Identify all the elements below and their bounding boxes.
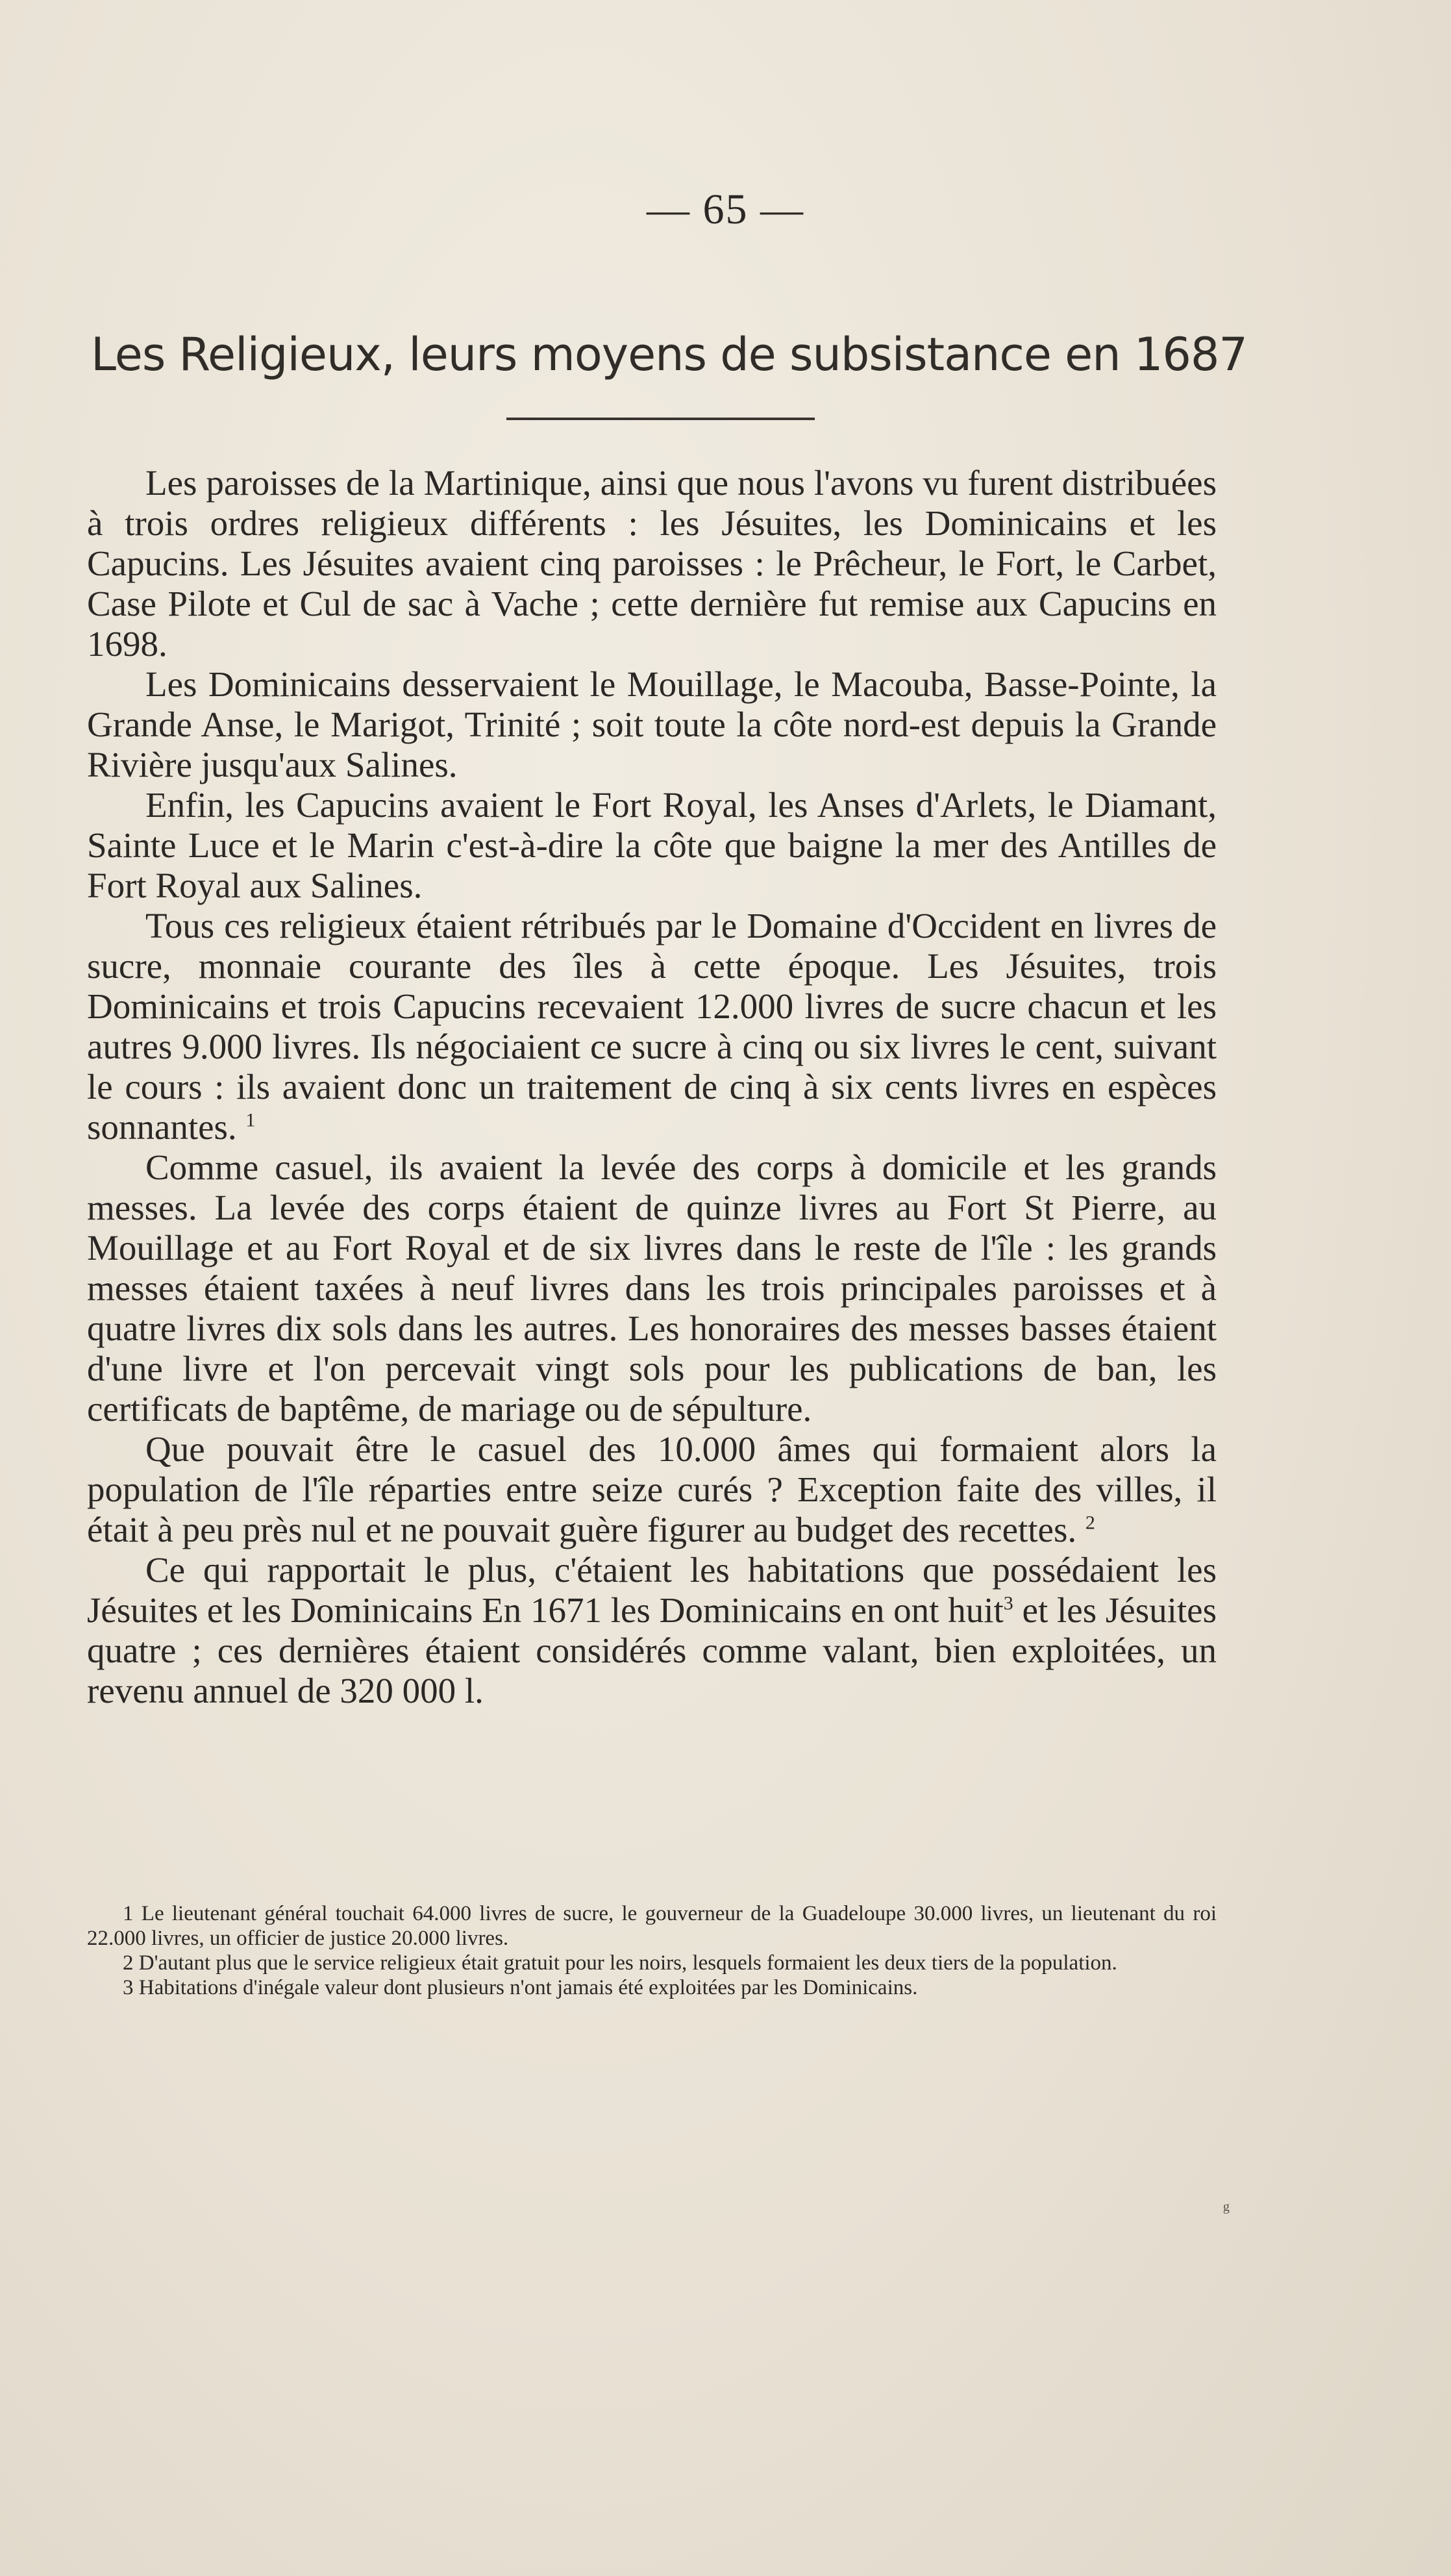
margin-mark: ᵍ <box>1223 2198 1230 2222</box>
paragraph-habitations <box>87 1550 1217 1711</box>
paragraph-casuel: Comme casuel, ils avaient la levée des corps à domicile et les grands messes. La levée des corps étaient de quinze livres au Fort St Pierre, au Mouillage et au Fort Royal et de six livres dans le reste de l'île : les grands messes étaient taxées à neuf livres dans les trois principales paroisses et à quatre livres dix sols dans les autres. Les honoraires des messes basses étaient d'une livre et l'on percevait vingt sols pour les publications de ban, les certificats de baptême, de mariage ou de sépulture. <box>87 1147 1217 1429</box>
chapter-title: Les Religieux, leurs moyens de subsistance en 1687 <box>91 328 1247 381</box>
footnote-1: 1 Le lieutenant général touchait 64.000 livres de sucre, le gouverneur de la Guadeloupe 30.000 livres, un lieutenant du roi 22.000 livres, un officier de justice 20.000 livres. <box>87 1902 1217 1950</box>
page-number: — 65 — <box>647 186 804 233</box>
footnotes <box>87 1901 1217 2000</box>
footnote-2: 2 D'autant plus que le service religieux était gratuit pour les noirs, lesquels formaient les deux tiers de la population. <box>123 1951 1117 1975</box>
body-text <box>87 463 1217 1711</box>
note-ref-2: 2 <box>1085 1512 1095 1534</box>
paragraph-population-text: Que pouvait être le casuel des 10.000 âmes qui formaient alors la population de l'île réparties entre seize curés ? Exception faite des villes, il était à peu près nul et ne pouvait guère figurer au budget des recettes. <box>87 1429 1217 1549</box>
paragraph-retribution-text: Tous ces religieux étaient rétribués par le Domaine d'Occident en livres de sucre, monnaie courante des îles à cette époque. Les Jésuites, trois Dominicains et trois Capucins recevaient 12.000 livres de sucre chacun et les autres 9.000 livres. Ils négociaient ce sucre à cinq ou six livres le cent, suivant le cours : ils avaient donc un traitement de cinq à six cents livres en espèces sonnantes. <box>87 906 1217 1147</box>
paragraph-retribution <box>87 906 1217 1147</box>
paragraph-population <box>87 1429 1217 1550</box>
note-ref-3: 3 <box>1003 1592 1013 1614</box>
paragraph-habitations-text-a: Ce qui rapportait le plus, c'étaient les habitations que possédaient les Jésuites et les Dominicains En 1671 les Dominicains en ont huit <box>87 1550 1217 1630</box>
paragraph-habitations-text-b: et les Jésuites quatre ; ces dernières étaient considérés comme valant, bien exploitées, un revenu annuel de 320 000 l. <box>87 1590 1217 1710</box>
paragraph-parishes: Les paroisses de la Martinique, ainsi que nous l'avons vu furent distribuées à trois ordres religieux différents : les Jésuites, les Dominicains et les Capucins. Les Jésuites avaient cinq paroisses : le Prêcheur, le Fort, le Carbet, Case Pilote et Cul de sac à Vache ; cette dernière fut remise aux Capucins en 1698. <box>87 463 1217 664</box>
paragraph-capucins: Enfin, les Capucins avaient le Fort Royal, les Anses d'Arlets, le Diamant, Sainte Luce et le Marin c'est-à-dire la côte que baigne la mer des Antilles de Fort Royal aux Salines. <box>87 785 1217 905</box>
footnote-3: 3 Habitations d'inégale valeur dont plusieurs n'ont jamais été exploitées par les Dominicains. <box>123 1976 918 1999</box>
note-ref-1: 1 <box>245 1109 256 1131</box>
paragraph-dominicans: Les Dominicains desservaient le Mouillage, le Macouba, Basse-Pointe, la Grande Anse, le Marigot, Trinité ; soit toute la côte nord-est depuis la Grande Rivière jusqu'aux Salines. <box>87 664 1217 784</box>
title-underline <box>506 418 815 420</box>
